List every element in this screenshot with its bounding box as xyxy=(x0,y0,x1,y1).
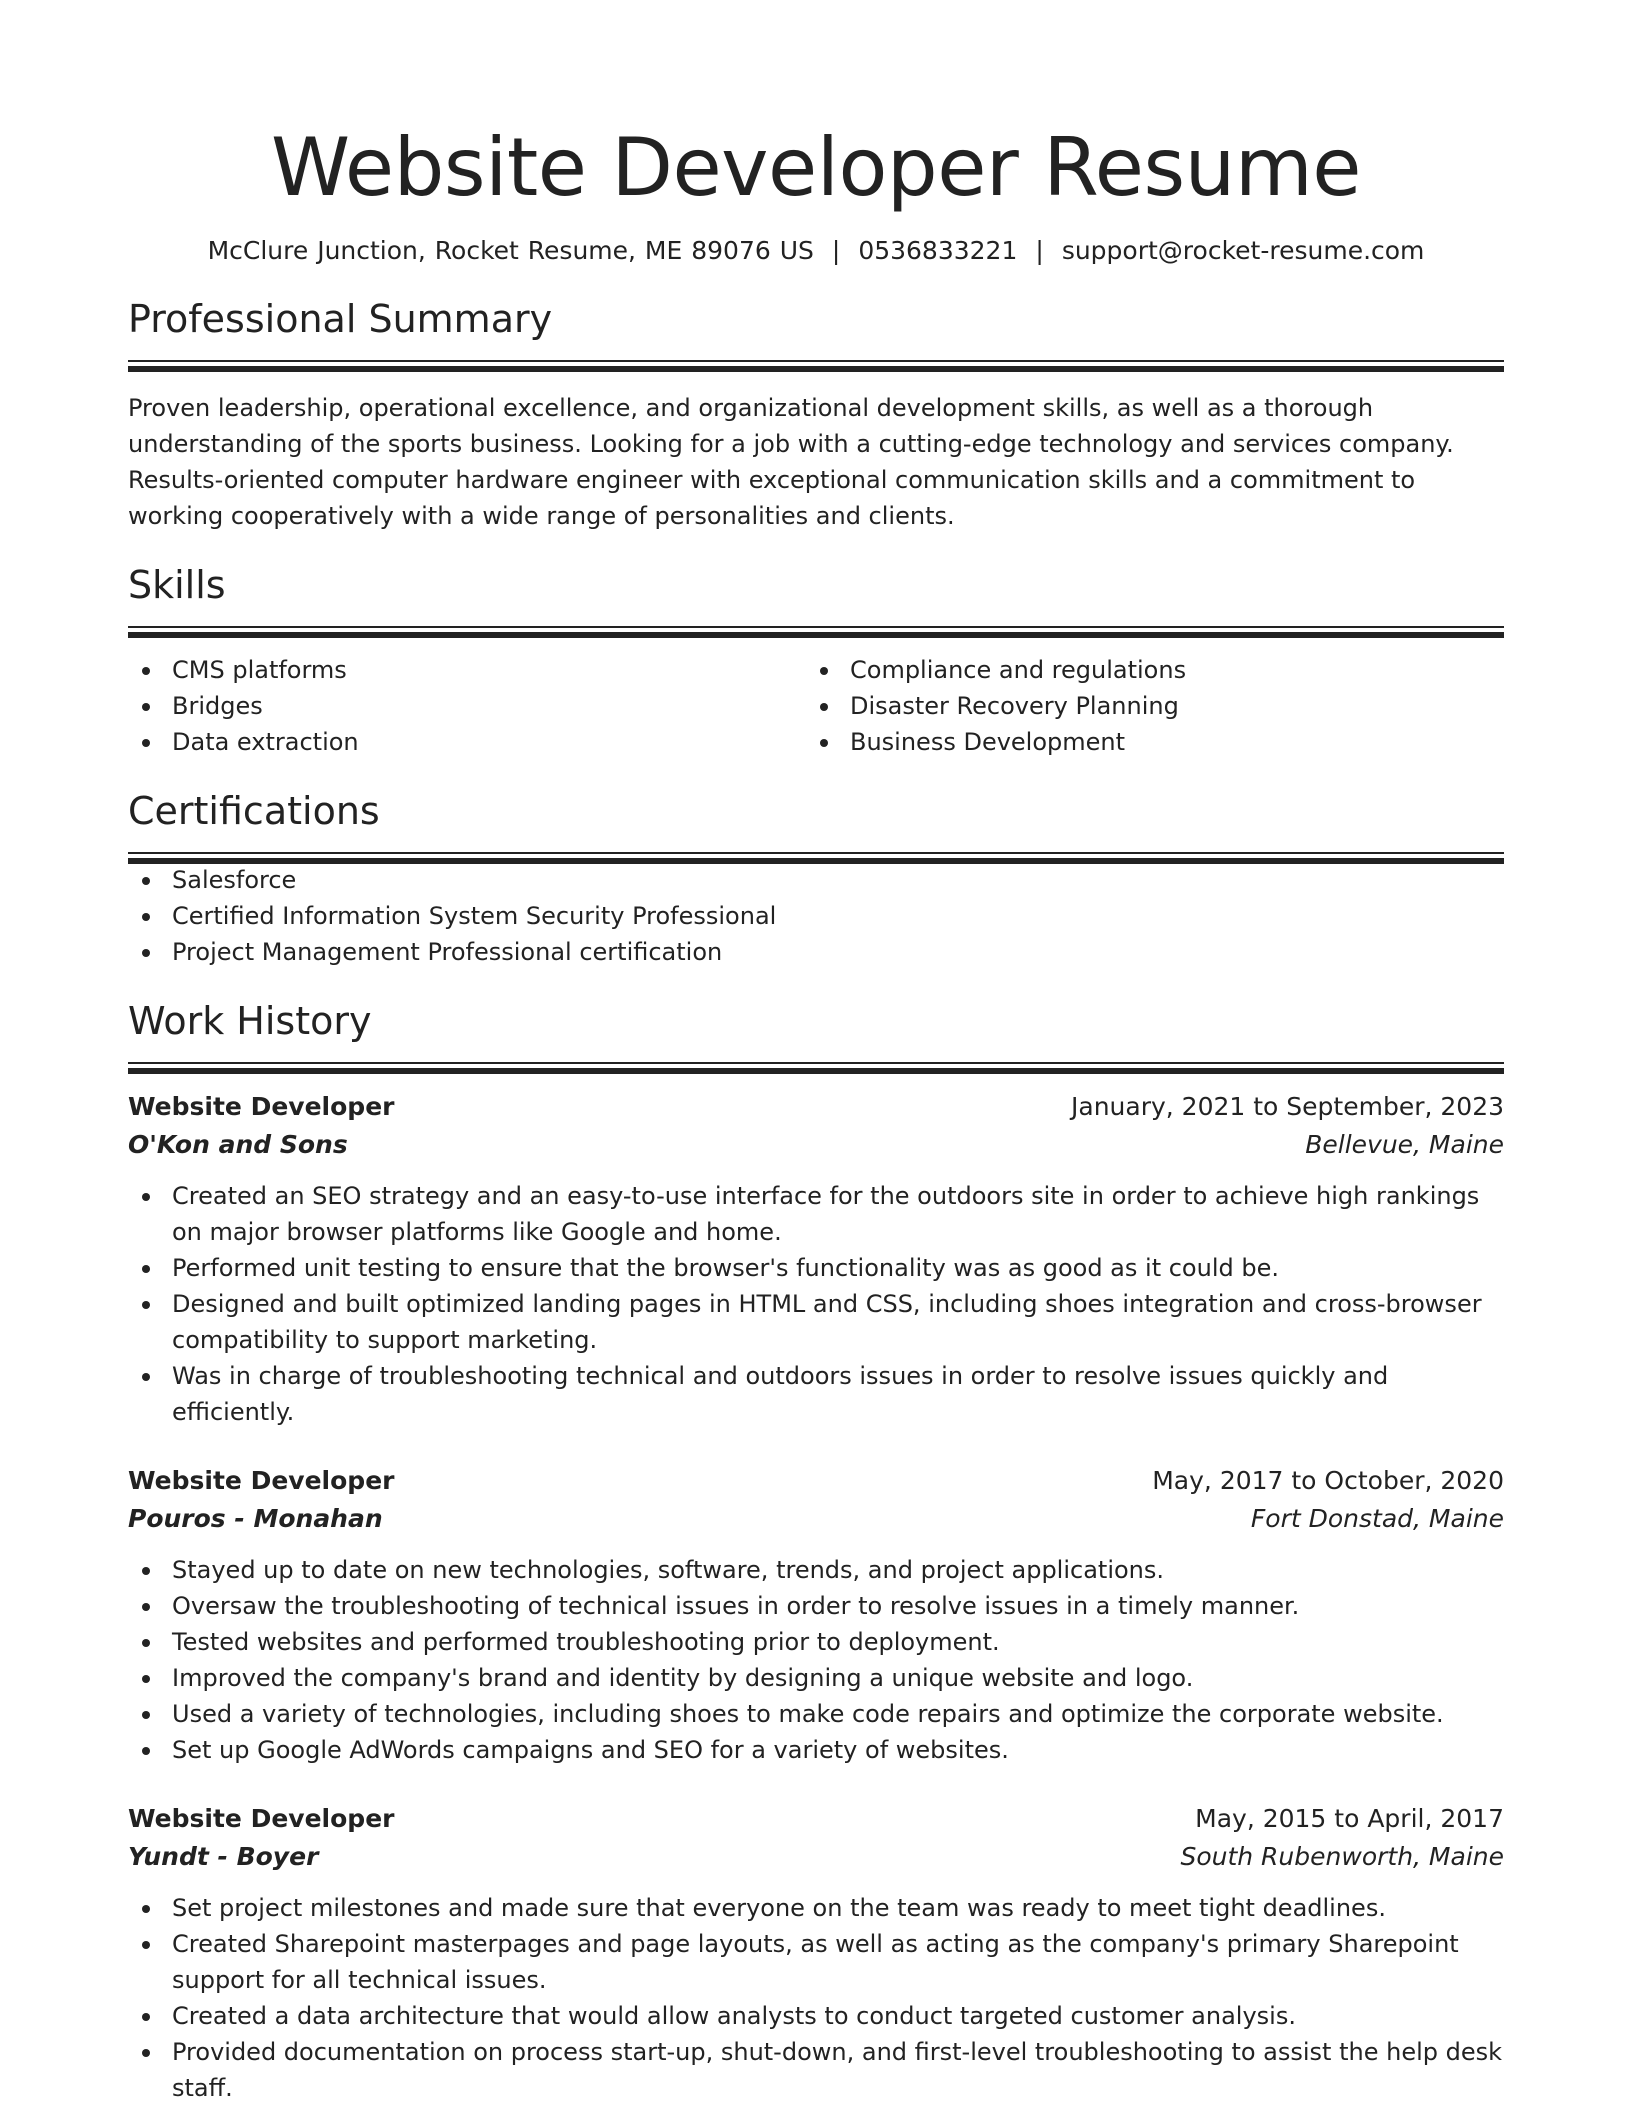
list-item: Set up Google AdWords campaigns and SEO for a variety of websites. xyxy=(128,1732,1504,1768)
contact-line xyxy=(128,234,1504,268)
job-subheader-row xyxy=(128,1500,1504,1538)
list-item: Certified Information System Security Professional xyxy=(128,898,1504,934)
job-title: Website Developer xyxy=(128,1092,395,1121)
list-item: Improved the company's brand and identity by designing a unique website and logo. xyxy=(128,1660,1504,1696)
list-item: Salesforce xyxy=(128,862,1504,898)
job-subheader-row xyxy=(128,1838,1504,1876)
list-item: Disaster Recovery Planning xyxy=(806,688,1484,724)
summary-section xyxy=(128,294,1504,534)
resume-content xyxy=(128,118,1504,2106)
contact-separator: | xyxy=(1035,236,1044,265)
summary-text: Proven leadership, operational excellence, and organizational development skills, as well as a thorough understanding of the sports business. Looking for a job with a cutting-edge technology and services company. Results-oriented computer hardware engineer with exceptional communication skills and a commitment to working cooperatively with a wide range of personalities and clients. xyxy=(128,394,1454,530)
list-item: Set project milestones and made sure that everyone on the team was ready to meet tight deadlines. xyxy=(128,1890,1504,1926)
list-item: Created a data architecture that would allow analysts to conduct targeted customer analysis. xyxy=(128,1998,1504,2034)
resume-title: Website Developer Resume xyxy=(271,121,1361,214)
list-item: Performed unit testing to ensure that the browser's functionality was as good as it could be. xyxy=(128,1250,1504,1286)
job-dates: January, 2021 to September, 2023 xyxy=(1071,1092,1504,1121)
skills-list-right xyxy=(806,652,1484,760)
job-header-row xyxy=(128,1462,1504,1500)
section-divider xyxy=(128,360,1504,370)
job-entry xyxy=(128,1088,1504,1430)
job-title: Website Developer xyxy=(128,1466,395,1495)
contact-phone: 0536833221 xyxy=(858,236,1018,265)
job-entry xyxy=(128,1800,1504,2106)
job-location: South Rubenworth, Maine xyxy=(1180,1842,1504,1871)
contact-email[interactable]: support@rocket-resume.com xyxy=(1061,236,1425,265)
job-dates: May, 2015 to April, 2017 xyxy=(1195,1804,1504,1833)
job-header-row xyxy=(128,1800,1504,1838)
job-dates: May, 2017 to October, 2020 xyxy=(1152,1466,1504,1495)
certifications-list xyxy=(128,862,1504,970)
job-header-row xyxy=(128,1088,1504,1126)
skills-section xyxy=(128,560,1504,760)
list-item: Bridges xyxy=(128,688,806,724)
section-divider xyxy=(128,1062,1504,1072)
job-company: Pouros - Monahan xyxy=(128,1504,383,1533)
job-location: Bellevue, Maine xyxy=(1305,1130,1504,1159)
section-heading-work-history: Work History xyxy=(128,999,372,1043)
certifications-section xyxy=(128,786,1504,970)
job-company: Yundt - Boyer xyxy=(128,1842,319,1871)
list-item: Business Development xyxy=(806,724,1484,760)
job-title: Website Developer xyxy=(128,1804,395,1833)
list-item: CMS platforms xyxy=(128,652,806,688)
job-bullets xyxy=(128,1890,1504,2106)
job-company: O'Kon and Sons xyxy=(128,1130,348,1159)
list-item: Provided documentation on process start-up, shut-down, and first-level troubleshooting to assist the help desk staff. xyxy=(128,2034,1504,2106)
list-item: Used a variety of technologies, including shoes to make code repairs and optimize the corporate website. xyxy=(128,1696,1504,1732)
list-item: Designed and built optimized landing pages in HTML and CSS, including shoes integration and cross-browser compatibility to support marketing. xyxy=(128,1286,1504,1358)
section-heading-certifications: Certifications xyxy=(128,789,380,833)
job-bullets xyxy=(128,1178,1504,1430)
section-divider xyxy=(128,626,1504,636)
contact-address: McClure Junction, Rocket Resume, ME 89076 US xyxy=(207,236,814,265)
contact-separator: | xyxy=(831,236,841,265)
list-item: Tested websites and performed troubleshooting prior to deployment. xyxy=(128,1624,1504,1660)
list-item: Project Management Professional certification xyxy=(128,934,1504,970)
skills-grid xyxy=(128,652,1504,760)
section-heading-skills: Skills xyxy=(128,563,226,607)
job-location: Fort Donstad, Maine xyxy=(1250,1504,1504,1533)
list-item: Data extraction xyxy=(128,724,806,760)
section-heading-summary: Professional Summary xyxy=(128,297,553,341)
list-item: Oversaw the troubleshooting of technical issues in order to resolve issues in a timely manner. xyxy=(128,1588,1504,1624)
list-item: Created Sharepoint masterpages and page layouts, as well as acting as the company's primary Sharepoint support for all technical issues. xyxy=(128,1926,1504,1998)
list-item: Compliance and regulations xyxy=(806,652,1484,688)
section-divider xyxy=(128,852,1504,862)
list-item: Was in charge of troubleshooting technical and outdoors issues in order to resolve issues quickly and efficiently. xyxy=(128,1358,1504,1430)
work-history-section xyxy=(128,996,1504,2106)
job-bullets xyxy=(128,1552,1504,1768)
job-subheader-row xyxy=(128,1126,1504,1164)
skills-list-left xyxy=(128,652,806,760)
list-item: Created an SEO strategy and an easy-to-use interface for the outdoors site in order to achieve high rankings on major browser platforms like Google and home. xyxy=(128,1178,1504,1250)
list-item: Stayed up to date on new technologies, software, trends, and project applications. xyxy=(128,1552,1504,1588)
job-entry xyxy=(128,1462,1504,1768)
